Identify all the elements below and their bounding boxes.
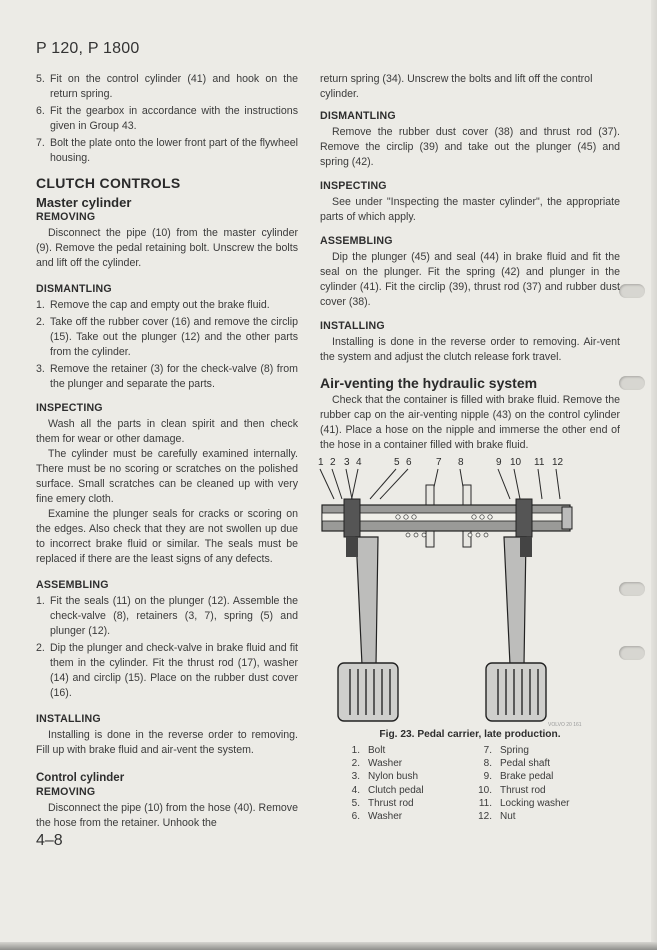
callout-label: 11 [534,457,545,468]
legend-item: 4. Clutch pedal [351,784,424,796]
paragraph-inspecting-right: See under "Inspecting the master cylinder", the appropriate parts of which apply. [320,196,620,223]
legend-item: 11. Locking washer [478,797,570,809]
callout-label: 7 [436,457,442,468]
section-heading-clutch-controls: CLUTCH CONTROLS [36,175,181,191]
pedal-carrier-drawing [320,455,620,725]
paragraph-inspecting-2: The cylinder must be carefully examined internally. There must be no scoring or scratches on the polished surface. Small scratches can be cleaned up with very fine emery cloth. [36,448,298,505]
legend-item: 12. Nut [478,811,516,823]
heading-inspecting-2: INSPECTING [320,180,387,192]
callout-label: 12 [552,457,564,468]
legend-item: 7. Spring [483,745,529,756]
paragraph-installing-right: Installing is done in the reverse order to removing. Air-vent the system and adjust the clutch release fork travel. [320,336,620,363]
callout-label: 4 [356,457,362,468]
legend-item: 10. Thrust rod [478,784,546,796]
heading-installing-2: INSTALLING [320,320,385,332]
list-item: 1. Remove the cap and empty out the brake fluid. [36,299,270,311]
legend-item: 1. Bolt [351,745,386,756]
subsection-heading-master-cylinder: Master cylinder [36,195,132,210]
list-item: 1. Fit the seals (11) on the plunger (12). Assemble the check-valve (8), retainers (3, 7), spring (5) and plunger (12). [36,595,298,637]
page-bottom-edge [0,942,657,950]
section-heading-air-venting: Air-venting the hydraulic system [320,375,538,391]
paragraph-dismantling-2: Remove the rubber dust cover (38) and thrust rod (37). Remove the circlip (39) and take out the plunger (45) and spring (42). [320,126,620,168]
heading-dismantling-2: DISMANTLING [320,110,396,122]
paragraph-inspecting-3: Examine the plunger seals for cracks or scoring on the edges. Also check that they are not swollen up due to incorrect brake fluid or similar. The seals must be replaced if there are the least signs of any defects. [36,508,298,565]
paragraph-installing: Installing is done in the reverse order to removing. Fill up with brake fluid and air-vent the system. [36,729,298,756]
heading-removing: REMOVING [36,211,96,223]
subsection-heading-control-cylinder: Control cylinder [36,772,125,784]
heading-installing: INSTALLING [36,713,101,725]
paragraph-assembling-right: Dip the plunger (45) and seal (44) in brake fluid and fit the seal on the plunger. Fit the spring (42) and plunger in the cylinder (41). Fit the circlip (39), thrust rod (37) and rubber dust cover (38). [320,251,620,308]
callout-label: 2 [330,457,336,468]
list-item: 3. Remove the retainer (3) for the check-valve (8) from the plunger and separate the parts. [36,363,298,390]
callout-label: 8 [458,457,464,468]
list-item: 5. Fit on the control cylinder (41) and hook on the return spring. [36,73,298,100]
paragraph-air-venting: Check that the container is filled with brake fluid. Remove the rubber cap on the air-venting nipple (43) on the control cylinder (41). Place a hose on the nipple and immerse the other end of the hose in a container filled with brake fluid. [320,394,620,451]
heading-removing-2: REMOVING [36,786,96,798]
left-column [36,72,298,831]
callout-label: 1 [318,457,324,468]
right-column [320,72,620,823]
list-item: 7. Bolt the plate onto the lower front part of the flywheel housing. [36,137,298,164]
legend-item: 3. Nylon bush [351,771,419,783]
heading-assembling: ASSEMBLING [36,579,109,591]
binder-hole [619,284,645,298]
callout-label: 9 [496,457,502,468]
paragraph-continued: return spring (34). Unscrew the bolts and lift off the control cylinder. [320,73,593,100]
legend-item: 5. Thrust rod [351,797,414,809]
figure-legend [342,744,592,823]
legend-item: 2. Washer [351,758,403,770]
figure-watermark: VOLVO 20 161 [548,722,582,728]
paragraph-inspecting-1: Wash all the parts in clean spirit and then check them for wear or other damage. [36,418,298,445]
heading-inspecting: INSPECTING [36,402,103,414]
page-header: P 120, P 1800 [36,40,140,57]
heading-dismantling: DISMANTLING [36,283,112,295]
paragraph-removing: Disconnect the pipe (10) from the master cylinder (9). Remove the pedal retaining bolt. Unscrew the bolts and lift off the cylinder. [36,227,298,269]
legend-item: 9. Brake pedal [483,771,554,783]
list-item: 2. Dip the plunger and check-valve in brake fluid and fit them in the cylinder. Fit the thrust rod (17), washer (14) and circlip (15). Place on the rubber dust cover (16). [36,642,298,699]
binder-hole [619,582,645,596]
figure-pedal-carrier [320,455,620,725]
binder-hole [619,646,645,660]
callout-label: 6 [406,457,412,468]
binder-hole [619,376,645,390]
callout-label: 10 [510,457,522,468]
page-edge [651,0,657,950]
page-number: 4–8 [36,832,63,849]
list-item: 2. Take off the rubber cover (16) and remove the circlip (15). Take out the plunger (12) and the other parts from the cylinder. [36,316,298,358]
heading-assembling-2: ASSEMBLING [320,235,393,247]
legend-item: 6. Washer [351,811,403,823]
callout-label: 5 [394,457,400,468]
callout-label: 3 [344,457,350,468]
paragraph-removing-2: Disconnect the pipe (10) from the hose (40). Remove the hose from the retainer. Unhook the [36,802,298,829]
legend-item: 8. Pedal shaft [483,758,551,770]
figure-caption: Fig. 23. Pedal carrier, late production. [379,729,561,740]
list-item: 6. Fit the gearbox in accordance with the instructions given in Group 43. [36,105,298,132]
